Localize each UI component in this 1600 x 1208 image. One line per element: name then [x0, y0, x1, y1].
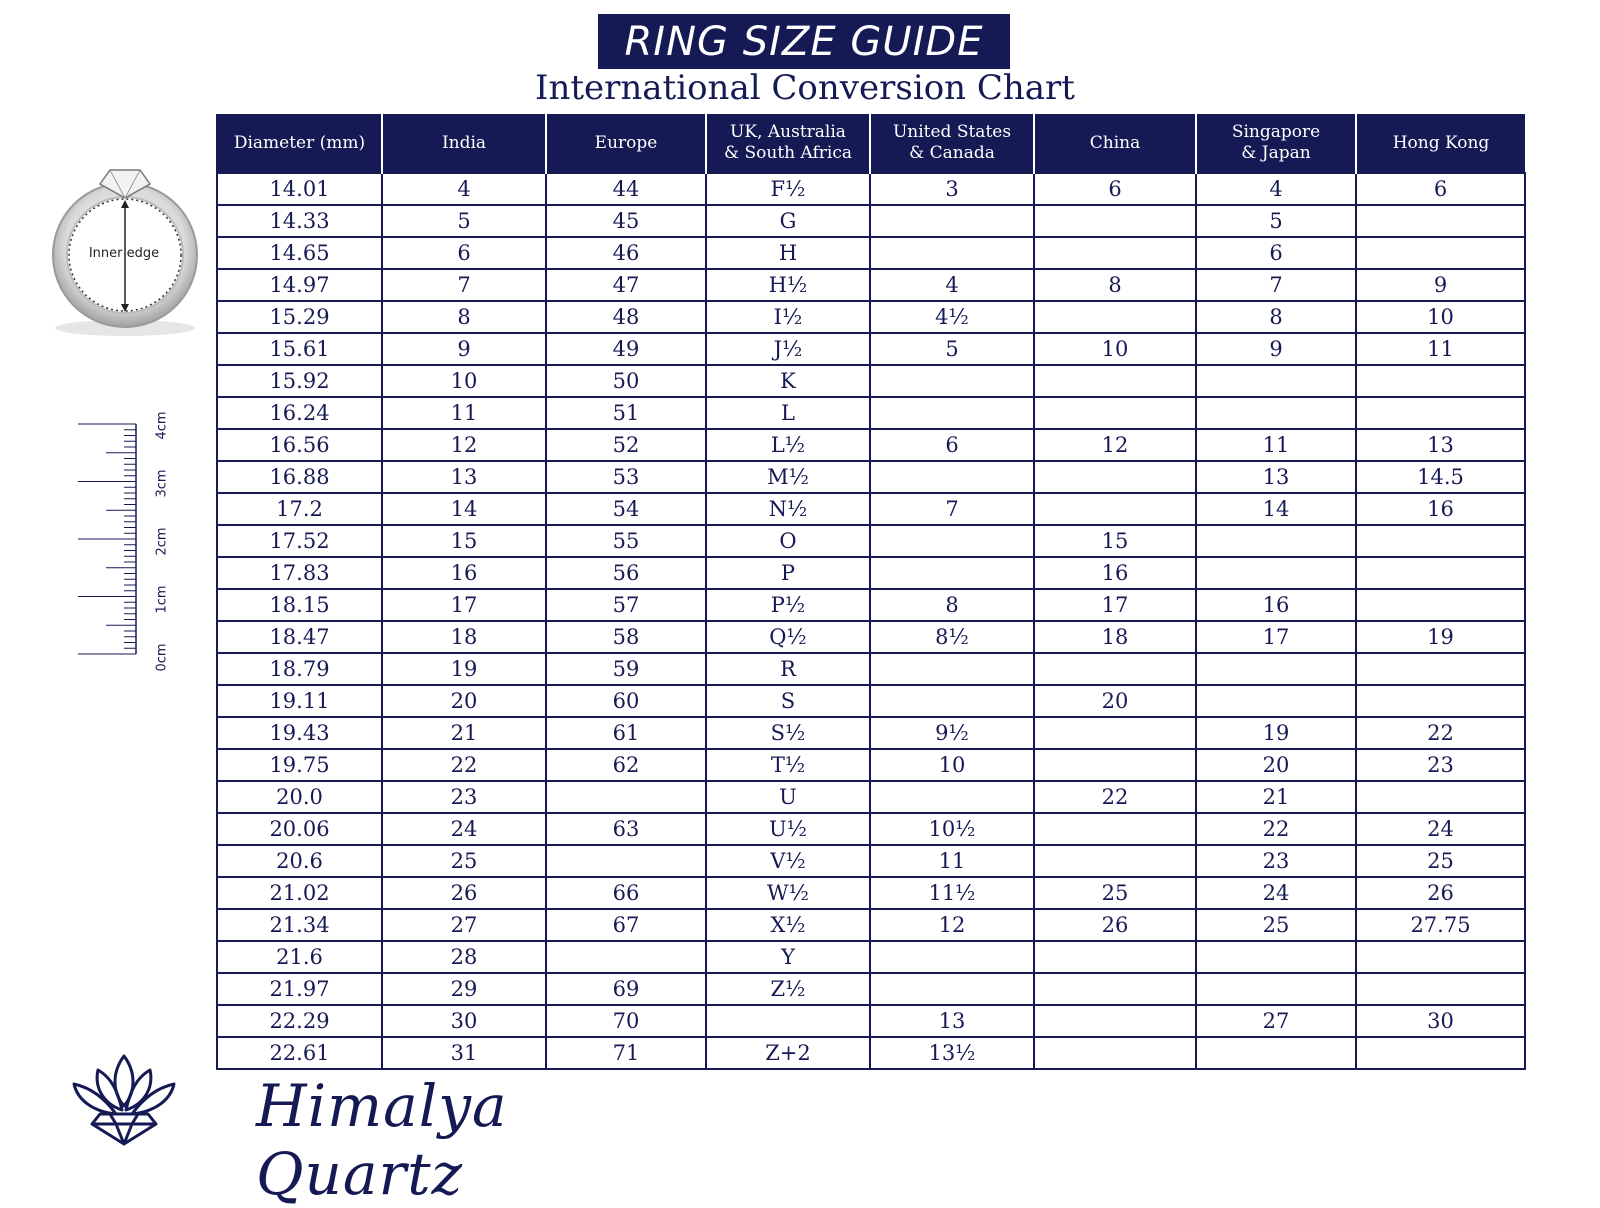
table-cell: 12 — [1034, 429, 1196, 461]
table-cell: 16.88 — [217, 461, 382, 493]
table-cell: 26 — [1034, 909, 1196, 941]
table-cell: 16 — [1196, 589, 1356, 621]
table-cell: 13 — [1196, 461, 1356, 493]
table-row — [217, 1005, 1525, 1037]
column-header-singapore: Singapore & Japan — [1196, 114, 1356, 173]
table-cell — [1034, 237, 1196, 269]
table-cell: 59 — [546, 653, 706, 685]
table-cell: 18 — [1034, 621, 1196, 653]
table-cell: 22.29 — [217, 1005, 382, 1037]
table-cell: 4 — [870, 269, 1034, 301]
table-cell — [870, 685, 1034, 717]
table-cell: P — [706, 557, 870, 589]
table-cell: 10½ — [870, 813, 1034, 845]
table-cell — [1356, 653, 1525, 685]
table-cell: 8 — [382, 301, 546, 333]
table-cell — [870, 461, 1034, 493]
table-cell: 16.24 — [217, 397, 382, 429]
table-cell: F½ — [706, 173, 870, 205]
table-cell: Z+2 — [706, 1037, 870, 1069]
table-cell: 70 — [546, 1005, 706, 1037]
table-cell: 20.6 — [217, 845, 382, 877]
table-cell — [870, 365, 1034, 397]
table-cell: 7 — [870, 493, 1034, 525]
table-cell: 13 — [382, 461, 546, 493]
table-cell: H — [706, 237, 870, 269]
table-header-row — [217, 114, 1525, 173]
table-cell: 5 — [870, 333, 1034, 365]
ring-caption: Inner edge — [88, 246, 160, 261]
table-cell: 14.01 — [217, 173, 382, 205]
table-cell: 22 — [1356, 717, 1525, 749]
table-cell: 48 — [546, 301, 706, 333]
table-row — [217, 557, 1525, 589]
table-cell — [1356, 557, 1525, 589]
table-cell: 23 — [382, 781, 546, 813]
table-cell — [1034, 973, 1196, 1005]
table-cell: 16 — [1356, 493, 1525, 525]
table-cell — [1196, 365, 1356, 397]
table-cell: 5 — [1196, 205, 1356, 237]
table-cell: J½ — [706, 333, 870, 365]
table-row — [217, 397, 1525, 429]
table-cell: K — [706, 365, 870, 397]
page-title: RING SIZE GUIDE — [598, 14, 1010, 69]
table-row — [217, 685, 1525, 717]
table-cell: 18.15 — [217, 589, 382, 621]
column-header-europe: Europe — [546, 114, 706, 173]
table-cell: 9 — [1356, 269, 1525, 301]
table-cell: 28 — [382, 941, 546, 973]
table-cell: 10 — [1034, 333, 1196, 365]
table-cell: 47 — [546, 269, 706, 301]
table-cell — [1034, 205, 1196, 237]
table-cell: 21.6 — [217, 941, 382, 973]
table-cell: 15.29 — [217, 301, 382, 333]
table-cell — [546, 845, 706, 877]
table-cell: 19.43 — [217, 717, 382, 749]
table-cell: 16 — [382, 557, 546, 589]
table-cell: 3 — [870, 173, 1034, 205]
table-cell: 20.06 — [217, 813, 382, 845]
table-cell: 21 — [1196, 781, 1356, 813]
table-cell: 67 — [546, 909, 706, 941]
table-cell: 6 — [870, 429, 1034, 461]
table-cell: 6 — [1034, 173, 1196, 205]
table-cell: 27 — [382, 909, 546, 941]
table-cell: Q½ — [706, 621, 870, 653]
table-cell: 15.92 — [217, 365, 382, 397]
table-cell — [1356, 525, 1525, 557]
table-cell: 26 — [382, 877, 546, 909]
table-cell: 4½ — [870, 301, 1034, 333]
table-cell: 19 — [382, 653, 546, 685]
table-cell: 6 — [1196, 237, 1356, 269]
table-cell: Z½ — [706, 973, 870, 1005]
table-cell: 31 — [382, 1037, 546, 1069]
table-cell: 16 — [1034, 557, 1196, 589]
table-cell — [546, 941, 706, 973]
ruler-label-3cm: 3cm — [154, 469, 170, 498]
table-cell: U½ — [706, 813, 870, 845]
table-cell: S½ — [706, 717, 870, 749]
table-cell: 44 — [546, 173, 706, 205]
table-cell: 23 — [1356, 749, 1525, 781]
table-cell — [1034, 1005, 1196, 1037]
column-header-diameter: Diameter (mm) — [217, 114, 382, 173]
table-cell: 27 — [1196, 1005, 1356, 1037]
table-cell: 11½ — [870, 877, 1034, 909]
table-cell: 22.61 — [217, 1037, 382, 1069]
table-cell: 46 — [546, 237, 706, 269]
table-cell: 25 — [1034, 877, 1196, 909]
table-row — [217, 493, 1525, 525]
table-cell: 55 — [546, 525, 706, 557]
table-cell: 45 — [546, 205, 706, 237]
table-cell — [1034, 301, 1196, 333]
table-cell: 13 — [870, 1005, 1034, 1037]
table-cell: 53 — [546, 461, 706, 493]
column-header-hongkong: Hong Kong — [1356, 114, 1525, 173]
table-cell — [1356, 365, 1525, 397]
table-cell — [1196, 941, 1356, 973]
table-cell — [1356, 397, 1525, 429]
table-cell: 9½ — [870, 717, 1034, 749]
table-cell: 14 — [382, 493, 546, 525]
table-cell — [1034, 941, 1196, 973]
table-cell: L½ — [706, 429, 870, 461]
table-cell: 54 — [546, 493, 706, 525]
table-cell — [870, 397, 1034, 429]
table-cell: V½ — [706, 845, 870, 877]
table-cell: 11 — [870, 845, 1034, 877]
table-cell: 7 — [1196, 269, 1356, 301]
table-cell: 14.65 — [217, 237, 382, 269]
table-cell: 24 — [382, 813, 546, 845]
table-cell: H½ — [706, 269, 870, 301]
table-cell: 4 — [1196, 173, 1356, 205]
table-cell: 10 — [870, 749, 1034, 781]
table-cell — [1196, 685, 1356, 717]
table-cell — [1034, 749, 1196, 781]
table-cell: 58 — [546, 621, 706, 653]
table-cell: 18 — [382, 621, 546, 653]
table-cell: 19 — [1196, 717, 1356, 749]
table-cell — [1356, 973, 1525, 1005]
table-cell: 66 — [546, 877, 706, 909]
table-cell: 15.61 — [217, 333, 382, 365]
table-row — [217, 237, 1525, 269]
table-row — [217, 717, 1525, 749]
table-cell — [870, 653, 1034, 685]
table-cell: X½ — [706, 909, 870, 941]
table-cell — [1034, 1037, 1196, 1069]
table-cell: 61 — [546, 717, 706, 749]
table-cell — [1034, 653, 1196, 685]
table-cell: 16.56 — [217, 429, 382, 461]
table-cell: 15 — [1034, 525, 1196, 557]
table-cell: 17.83 — [217, 557, 382, 589]
table-cell: 29 — [382, 973, 546, 1005]
table-row — [217, 269, 1525, 301]
table-row — [217, 813, 1525, 845]
table-cell: 25 — [1196, 909, 1356, 941]
table-cell — [1034, 717, 1196, 749]
table-cell: 71 — [546, 1037, 706, 1069]
table-cell: 22 — [382, 749, 546, 781]
table-cell: 23 — [1196, 845, 1356, 877]
table-cell: 24 — [1196, 877, 1356, 909]
table-cell: 51 — [546, 397, 706, 429]
table-cell — [1356, 1037, 1525, 1069]
table-row — [217, 1037, 1525, 1069]
table-cell — [870, 973, 1034, 1005]
table-cell: 18.79 — [217, 653, 382, 685]
table-cell: 50 — [546, 365, 706, 397]
table-cell: 21 — [382, 717, 546, 749]
table-row — [217, 429, 1525, 461]
table-row — [217, 365, 1525, 397]
table-row — [217, 781, 1525, 813]
table-row — [217, 461, 1525, 493]
table-cell: 11 — [382, 397, 546, 429]
table-cell: 11 — [1196, 429, 1356, 461]
table-cell: 26 — [1356, 877, 1525, 909]
table-cell: 17.52 — [217, 525, 382, 557]
table-cell — [1196, 557, 1356, 589]
ruler-label-1cm: 1cm — [154, 585, 170, 614]
table-cell — [870, 237, 1034, 269]
table-cell: 5 — [382, 205, 546, 237]
table-cell: 20 — [1196, 749, 1356, 781]
table-cell: 9 — [1196, 333, 1356, 365]
table-row — [217, 333, 1525, 365]
table-cell: G — [706, 205, 870, 237]
table-cell — [870, 781, 1034, 813]
table-row — [217, 877, 1525, 909]
table-cell: 17 — [1034, 589, 1196, 621]
table-cell — [1356, 941, 1525, 973]
table-cell — [546, 781, 706, 813]
table-cell — [870, 941, 1034, 973]
table-row — [217, 845, 1525, 877]
table-cell: U — [706, 781, 870, 813]
table-row — [217, 749, 1525, 781]
table-row — [217, 525, 1525, 557]
conversion-table — [216, 114, 1526, 1070]
table-cell — [870, 557, 1034, 589]
ruler-label-2cm: 2cm — [154, 527, 170, 556]
table-cell: 6 — [1356, 173, 1525, 205]
table-cell: 19.11 — [217, 685, 382, 717]
table-cell: 30 — [382, 1005, 546, 1037]
table-cell: 14 — [1196, 493, 1356, 525]
table-cell — [1196, 397, 1356, 429]
table-cell — [1356, 205, 1525, 237]
table-cell — [1034, 813, 1196, 845]
table-row — [217, 589, 1525, 621]
table-cell: 11 — [1356, 333, 1525, 365]
table-cell: 12 — [870, 909, 1034, 941]
table-cell: 10 — [1356, 301, 1525, 333]
table-cell: 9 — [382, 333, 546, 365]
ruler-label-4cm: 4cm — [154, 411, 170, 440]
table-cell: 56 — [546, 557, 706, 589]
table-cell: 14.33 — [217, 205, 382, 237]
table-cell: 8½ — [870, 621, 1034, 653]
table-cell: 15 — [382, 525, 546, 557]
table-cell: 12 — [382, 429, 546, 461]
table-cell — [1196, 653, 1356, 685]
table-cell: P½ — [706, 589, 870, 621]
table-cell — [1356, 237, 1525, 269]
table-cell: R — [706, 653, 870, 685]
table-cell: 19.75 — [217, 749, 382, 781]
table-cell — [1356, 685, 1525, 717]
table-cell: 21.02 — [217, 877, 382, 909]
ring-illustration — [40, 150, 210, 340]
table-cell: 7 — [382, 269, 546, 301]
table-cell — [1196, 525, 1356, 557]
table-cell: T½ — [706, 749, 870, 781]
table-cell — [1034, 365, 1196, 397]
table-cell: 22 — [1196, 813, 1356, 845]
table-cell — [1034, 845, 1196, 877]
table-cell: 17 — [1196, 621, 1356, 653]
table-cell: 22 — [1034, 781, 1196, 813]
table-cell — [1196, 1037, 1356, 1069]
column-header-china: China — [1034, 114, 1196, 173]
table-cell: W½ — [706, 877, 870, 909]
table-cell: L — [706, 397, 870, 429]
table-cell: 8 — [1034, 269, 1196, 301]
table-cell: S — [706, 685, 870, 717]
table-cell: 30 — [1356, 1005, 1525, 1037]
table-cell: 14.5 — [1356, 461, 1525, 493]
table-cell: 62 — [546, 749, 706, 781]
table-row — [217, 909, 1525, 941]
table-row — [217, 941, 1525, 973]
column-header-india: India — [382, 114, 546, 173]
brand-signature: Himalya Quartz — [256, 1072, 508, 1208]
table-cell: 8 — [1196, 301, 1356, 333]
table-cell: 69 — [546, 973, 706, 1005]
table-cell: 20.0 — [217, 781, 382, 813]
table-cell: 19 — [1356, 621, 1525, 653]
table-cell: 49 — [546, 333, 706, 365]
table-cell: 21.34 — [217, 909, 382, 941]
table-cell — [1034, 397, 1196, 429]
table-cell — [870, 525, 1034, 557]
table-cell: 6 — [382, 237, 546, 269]
table-cell: 10 — [382, 365, 546, 397]
table-row — [217, 653, 1525, 685]
column-header-uk: UK, Australia & South Africa — [706, 114, 870, 173]
table-cell: 25 — [1356, 845, 1525, 877]
table-cell: 13 — [1356, 429, 1525, 461]
table-cell — [870, 205, 1034, 237]
table-row — [217, 301, 1525, 333]
table-cell: M½ — [706, 461, 870, 493]
table-cell: 52 — [546, 429, 706, 461]
table-cell — [1356, 781, 1525, 813]
table-cell — [1034, 493, 1196, 525]
table-cell: 60 — [546, 685, 706, 717]
table-cell: 27.75 — [1356, 909, 1525, 941]
table-cell: 57 — [546, 589, 706, 621]
table-cell: 24 — [1356, 813, 1525, 845]
table-cell: 20 — [382, 685, 546, 717]
table-cell: 25 — [382, 845, 546, 877]
table-cell: I½ — [706, 301, 870, 333]
table-row — [217, 973, 1525, 1005]
table-cell — [1356, 589, 1525, 621]
table-cell: N½ — [706, 493, 870, 525]
table-cell: 63 — [546, 813, 706, 845]
table-cell: 21.97 — [217, 973, 382, 1005]
table-cell: O — [706, 525, 870, 557]
table-cell — [706, 1005, 870, 1037]
table-cell: 14.97 — [217, 269, 382, 301]
table-cell: 18.47 — [217, 621, 382, 653]
table-cell: Y — [706, 941, 870, 973]
table-cell — [1196, 973, 1356, 1005]
table-row — [217, 205, 1525, 237]
table-cell: 20 — [1034, 685, 1196, 717]
table-cell: 17 — [382, 589, 546, 621]
table-row — [217, 621, 1525, 653]
table-cell — [1034, 461, 1196, 493]
table-cell: 17.2 — [217, 493, 382, 525]
table-cell: 4 — [382, 173, 546, 205]
table-cell: 8 — [870, 589, 1034, 621]
table-cell: 13½ — [870, 1037, 1034, 1069]
column-header-us: United States & Canada — [870, 114, 1034, 173]
page-subtitle: International Conversion Chart — [535, 68, 1075, 108]
brand-logo-icon — [64, 1048, 184, 1148]
table-row — [217, 173, 1525, 205]
ruler-label-0cm: 0cm — [154, 643, 170, 672]
